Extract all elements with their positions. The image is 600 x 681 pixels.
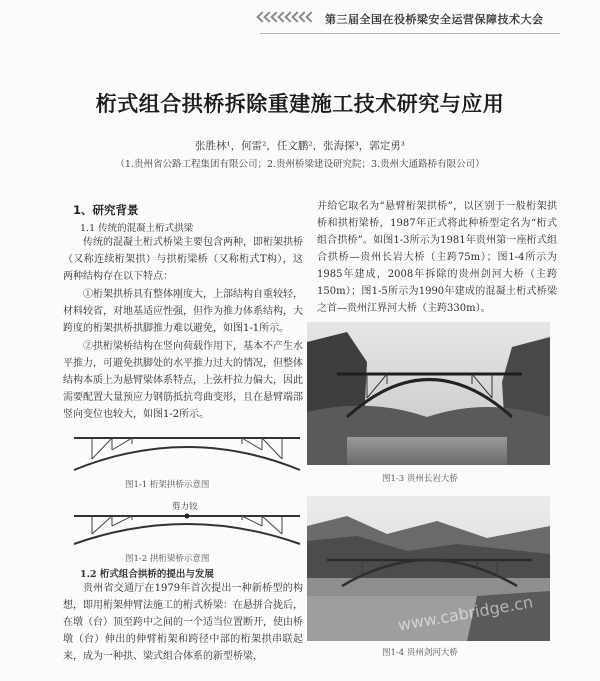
paper-authors: 张胜林¹，何雷²，任文鹏²，张海探³，郭定勇³: [194, 140, 406, 152]
chevron-decoration-icon: [258, 11, 313, 23]
figure-arch-truss-girder-diagram: [72, 510, 302, 546]
paragraph-history-continued: 并给它取名为“悬臂桁架拱桥”，以区别于一般桁架拱桥和拱桁梁桥，1987年正式将此种桥型定名为“桁式组合拱桥”。如图1-3所示为1981年贵州第一座桁式组合拱桥—贵州长岩大桥（主跨75m）；图1-4所示为1985年建成，2008年拆除的贵州剑河大桥（主跨150m）；图1-5所示为1990年建成的混凝土桁式桥梁之首—贵州江界河大桥（主跨330m）。: [317, 201, 557, 314]
figure-1-4-caption: 图1-4 贵州剑河大桥: [382, 648, 458, 658]
photo-changyan-bridge: [307, 322, 550, 465]
subsection-heading-1-1: 1.1 传统的混凝土桁式拱梁: [80, 223, 194, 234]
figure-1-3-caption: 图1-3 贵州长岩大桥: [382, 474, 458, 484]
paragraph-point-1: ①桁架拱桥具有整体刚度大，上部结构自重较轻，材料较省，对地基适应性强，但作为推力体系结构，大跨度的桁架拱桥拱脚推力难以避免，如图1-1所示。: [63, 289, 303, 334]
subsection-heading-1-2: 1.2 桁式组合拱桥的提出与发展: [80, 569, 214, 580]
paragraph-point-2: ②拱桁梁桥结构在竖向荷载作用下，基本不产生水平推力，可避免拱脚处的水平推力过大的情况，但整体结构本质上为悬臂梁体系特点，上弦杆拉力偏大，因此需要配置大量预应力钢筋抵抗弯曲变形，且在悬臂端部竖向变位也较大，如图1-2所示。: [63, 341, 303, 420]
photo-jianhe-bridge: [307, 496, 550, 641]
section-heading: 1、研究背景: [73, 203, 139, 217]
figure-1-2-caption: 图1-2 拱桁梁桥示意图: [125, 554, 210, 564]
figure-1-1-caption: 图1-1 桁架拱桥示意图: [125, 480, 210, 490]
paragraph-intro: 传统的混凝土桁式桥梁主要包含两种，即桁架拱桥（又称连续桁架拱）与拱桁梁桥（又称桁式T构），这两种结构存在以下特点：: [63, 237, 303, 282]
paper-title: 桁式组合拱桥拆除重建施工技术研究与应用: [95, 92, 505, 116]
photo-watermark: www.cabridge.cn: [396, 592, 535, 635]
running-header: [0, 0, 600, 40]
shear-hinge-label: 剪力铰: [172, 502, 198, 512]
paper-affiliations: （1.贵州省公路工程集团有限公司；2.贵州桥梁建设研究院；3.贵州大通路桥有限公司）: [115, 159, 485, 170]
header-rule: [260, 33, 560, 34]
figure-truss-arch-diagram: [72, 432, 302, 472]
conference-name: 第三届全国在役桥梁安全运营保障技术大会: [325, 13, 544, 26]
paragraph-history: 贵州省交通厅在1979年首次提出一种新桥型的构想，即用桁架伸臂法施工的桁式桥梁：在悬拼合拢后，在墩（台）顶至跨中之间的一个适当位置断开，使由桥墩（台）伸出的伸臂桁架和跨径中部的桁架拱串联起来，成为一种拱、梁式组合体系的新型桥梁，: [63, 583, 303, 662]
